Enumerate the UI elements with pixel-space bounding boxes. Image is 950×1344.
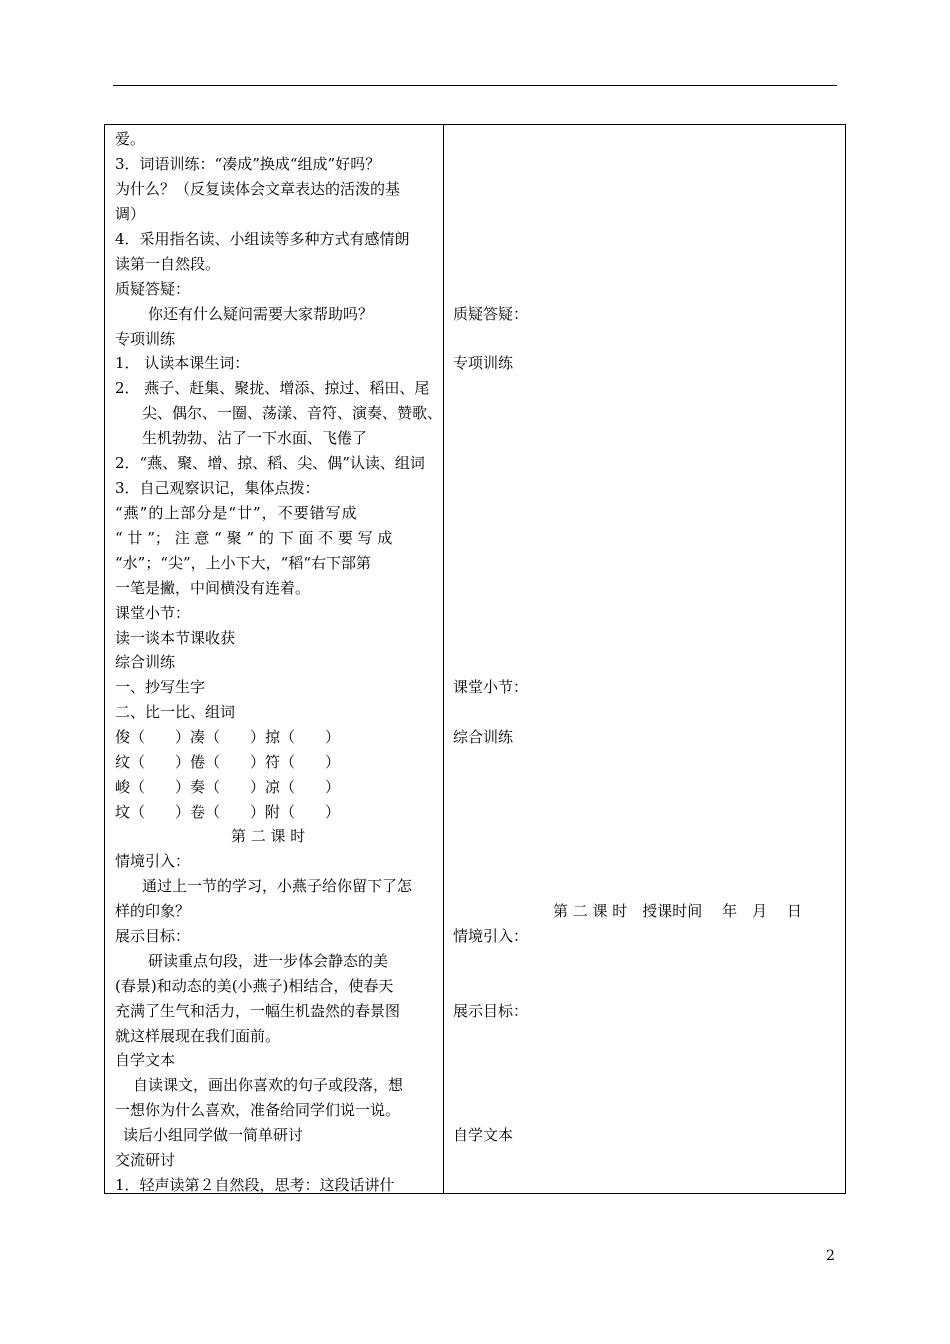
exercise-row: 峻（ ）奏（ ）凉（ ）: [115, 778, 341, 796]
text-line: 2． 燕子、赶集、聚拢、增添、掠过、稻田、尾: [115, 379, 430, 397]
text-line: 3．词语训练：“凑成”换成“组成”好吗？: [115, 155, 381, 173]
page-number: 2: [826, 1248, 835, 1264]
text-line: 样的印象？: [115, 902, 191, 920]
exercise-row: 纹（ ）倦（ ）符（ ）: [115, 753, 341, 771]
lesson-title: 第 二 课 时: [231, 827, 306, 845]
text-line: 1． 认读本课生词：: [115, 354, 250, 372]
situation-intro-label: 情境引入：: [453, 927, 529, 945]
text-line: 就这样展现在我们面前。: [115, 1027, 281, 1045]
questions-label: 质疑答疑：: [453, 305, 529, 323]
text-line: 为什么？（反复读体会文章表达的活泼的基: [115, 180, 401, 198]
section-heading: 情境引入：: [115, 852, 191, 870]
text-line: 一想你为什么喜欢，准备给同学们说一说。: [115, 1101, 401, 1119]
text-line: 4．采用指名读、小组读等多种方式有感情朗: [115, 230, 410, 248]
text-line: 通过上一节的学习，小燕子给你留下了怎: [142, 877, 413, 895]
text-line: 2．“燕、聚、增、掠、稻、尖、偶”认读、组词: [115, 454, 425, 472]
text-line: 生机勃勃、沾了一下水面、飞倦了: [142, 429, 368, 447]
text-line: 研读重点句段，进一步体会静态的美: [148, 952, 389, 970]
text-line: “水”；“尖”，上小下大，“稻“右下部第: [115, 554, 372, 572]
column-divider: [443, 125, 444, 1193]
class-summary-label: 课堂小节：: [453, 678, 529, 696]
text-line: 爱。: [115, 130, 146, 148]
exercise-row: 俊（ ）凑（ ）掠（ ）: [115, 728, 341, 746]
section-heading: 专项训练: [115, 330, 176, 348]
show-goals-label: 展示目标：: [453, 1002, 529, 1020]
text-line: 自读课文，画出你喜欢的句子或段落，想: [133, 1076, 404, 1094]
header-rule: [113, 85, 837, 86]
section-heading: 质疑答疑：: [115, 280, 191, 298]
text-line: 3．自己观察识记，集体点拨：: [115, 479, 320, 497]
text-line: 调）: [115, 205, 146, 223]
comprehensive-training-label: 综合训练: [453, 728, 514, 746]
text-line: 读后小组同学做一简单研讨: [123, 1126, 304, 1144]
text-line: 充满了生气和活力，一幅生机盎然的春景图: [115, 1002, 401, 1020]
text-line: 二、比一比、组词: [115, 703, 236, 721]
text-line: 1．轻声读第２自然段，思考：这段话讲什: [115, 1176, 395, 1194]
text-line: “燕”的上部分是“廿”，不要错写成: [115, 504, 358, 522]
section-heading: 自学文本: [115, 1051, 176, 1069]
section-heading: 展示目标：: [115, 927, 191, 945]
self-study-label: 自学文本: [453, 1126, 514, 1144]
section-heading: 交流研讨: [115, 1151, 176, 1169]
text-line: 读一谈本节课收获: [115, 629, 236, 647]
section-heading: 课堂小节：: [115, 604, 191, 622]
text-line: 一笔是撇，中间横没有连着。: [115, 579, 311, 597]
second-lesson-header: 第 二 课 时 授课时间 年 月 日: [553, 902, 802, 920]
text-line: 一、抄写生字: [115, 678, 206, 696]
section-heading: 综合训练: [115, 653, 176, 671]
text-line: 尖、偶尔、一圈、荡漾、音符、演奏、赞歌、: [142, 404, 443, 422]
lesson-plan-table: [104, 124, 846, 1194]
text-line: (春景)和动态的美(小燕子)相结合，使春天: [115, 977, 394, 995]
text-line: “ 廿 ”； 注 意 “ 聚 ” 的 下 面 不 要 写 成: [115, 529, 393, 547]
special-training-label: 专项训练: [453, 354, 514, 372]
exercise-row: 坟（ ）卷（ ）附（ ）: [115, 803, 341, 821]
text-line: 你还有什么疑问需要大家帮助吗？: [148, 305, 374, 323]
text-line: 读第一自然段。: [115, 255, 221, 273]
